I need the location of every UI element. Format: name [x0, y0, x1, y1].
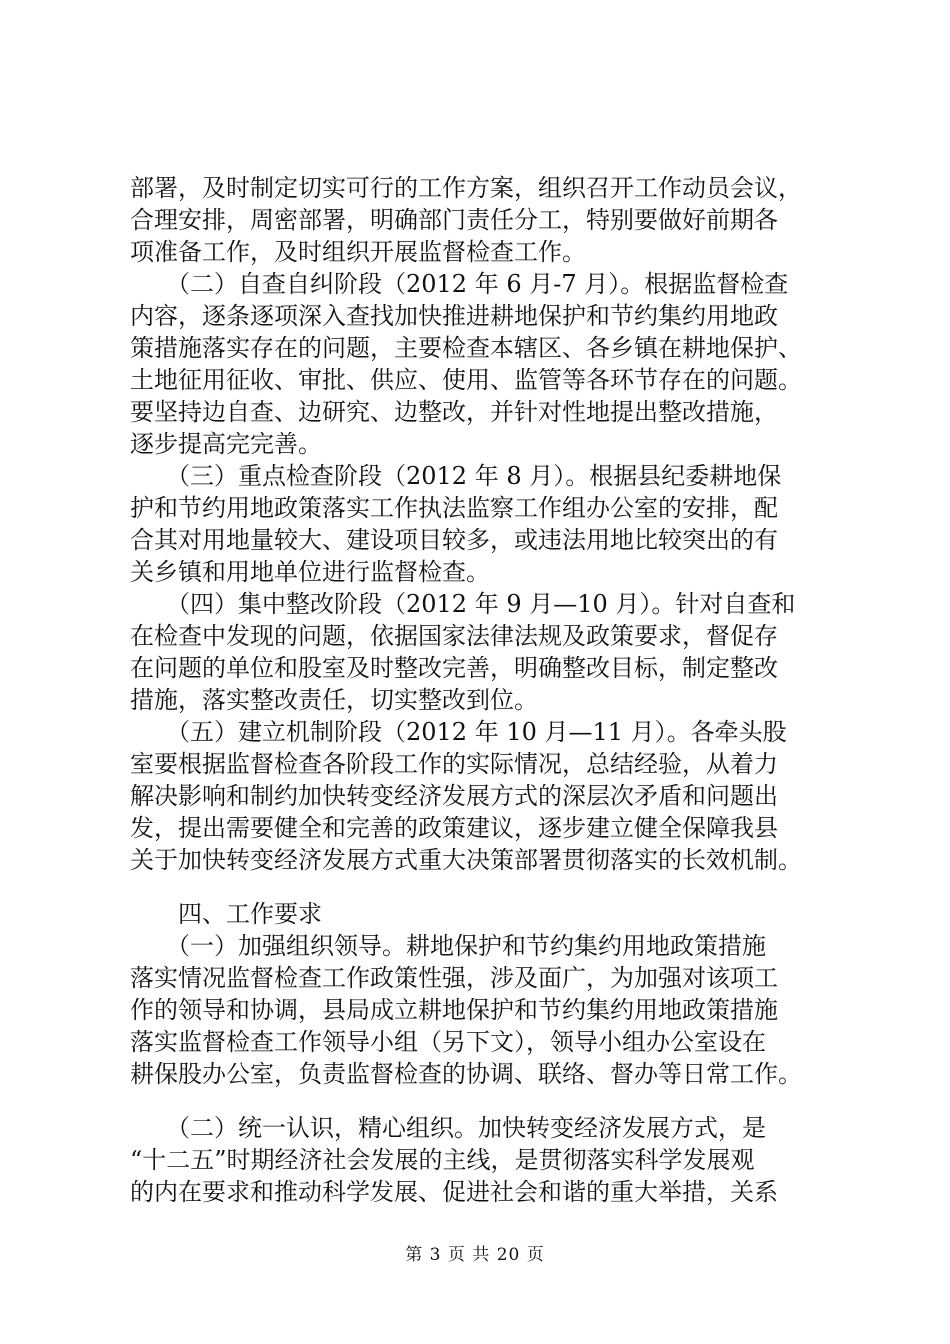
text-line: 护和节约用地政策落实工作执法监察工作组办公室的安排，配	[130, 494, 778, 522]
text-line: “十二五”时期经济社会发展的主线，是贯彻落实科学发展观	[130, 1146, 755, 1174]
text-line: 合其对用地量较大、建设项目较多，或违法用地比较突出的有	[130, 526, 778, 554]
text-line: 部署，及时制定切实可行的工作方案，组织召开工作动员会议，	[130, 174, 802, 202]
page-footer: 第 3 页 共 20 页	[405, 1245, 545, 1265]
text-line: （二）自查自纠阶段（2012 年 6 月-7 月）。根据监督检查	[130, 270, 789, 298]
text-line: 关乡镇和用地单位进行监督检查。	[130, 558, 490, 586]
text-line: 项准备工作，及时组织开展监督检查工作。	[130, 238, 586, 266]
text-line: 措施，落实整改责任，切实整改到位。	[130, 686, 538, 714]
text-line: 要坚持边自查、边研究、边整改，并针对性地提出整改措施，	[130, 398, 778, 426]
text-line: 策措施落实存在的问题，主要检查本辖区、各乡镇在耕地保护、	[130, 334, 802, 362]
text-line: 在问题的单位和股室及时整改完善，明确整改目标，制定整改	[130, 654, 778, 682]
text-line: 在检查中发现的问题，依据国家法律法规及政策要求，督促存	[130, 622, 778, 650]
text-line: 耕保股办公室，负责监督检查的协调、联络、督办等日常工作。	[130, 1060, 802, 1088]
text-line: 土地征用征收、审批、供应、使用、监管等各环节存在的问题。	[130, 366, 802, 394]
text-line: 室要根据监督检查各阶段工作的实际情况，总结经验，从着力	[130, 750, 778, 778]
text-line: 关于加快转变经济发展方式重大决策部署贯彻落实的长效机制。	[130, 846, 802, 874]
text-line: 四、工作要求	[130, 900, 322, 928]
text-line: 的内在要求和推动科学发展、促进社会和谐的重大举措，关系	[130, 1178, 778, 1206]
paragraph-gap	[130, 876, 830, 898]
text-line: （三）重点检查阶段（2012 年 8 月）。根据县纪委耕地保	[130, 462, 782, 490]
text-line: 逐步提高完完善。	[130, 430, 322, 458]
body-text	[130, 172, 830, 1208]
text-line: 作的领导和协调，县局成立耕地保护和节约集约用地政策措施	[130, 996, 778, 1024]
text-line: （五）建立机制阶段（2012 年 10 月—11 月）。各牵头股	[130, 718, 787, 746]
text-line: 落实监督检查工作领导小组（另下文），领导小组办公室设在	[130, 1028, 766, 1056]
paragraph-gap	[130, 1090, 830, 1112]
text-line: （二）统一认识，精心组织。加快转变经济发展方式，是	[130, 1114, 766, 1142]
text-line: （一）加强组织领导。耕地保护和节约集约用地政策措施	[130, 932, 766, 960]
text-line: 合理安排，周密部署，明确部门责任分工，特别要做好前期各	[130, 206, 778, 234]
text-line: 发，提出需要健全和完善的政策建议，逐步建立健全保障我县	[130, 814, 778, 842]
text-line: 解决影响和制约加快转变经济发展方式的深层次矛盾和问题出	[130, 782, 778, 810]
text-line: 内容，逐条逐项深入查找加快推进耕地保护和节约集约用地政	[130, 302, 778, 330]
text-line: 落实情况监督检查工作政策性强，涉及面广，为加强对该项工	[130, 964, 778, 992]
text-line: （四）集中整改阶段（2012 年 9 月—10 月）。针对自查和	[130, 590, 796, 618]
